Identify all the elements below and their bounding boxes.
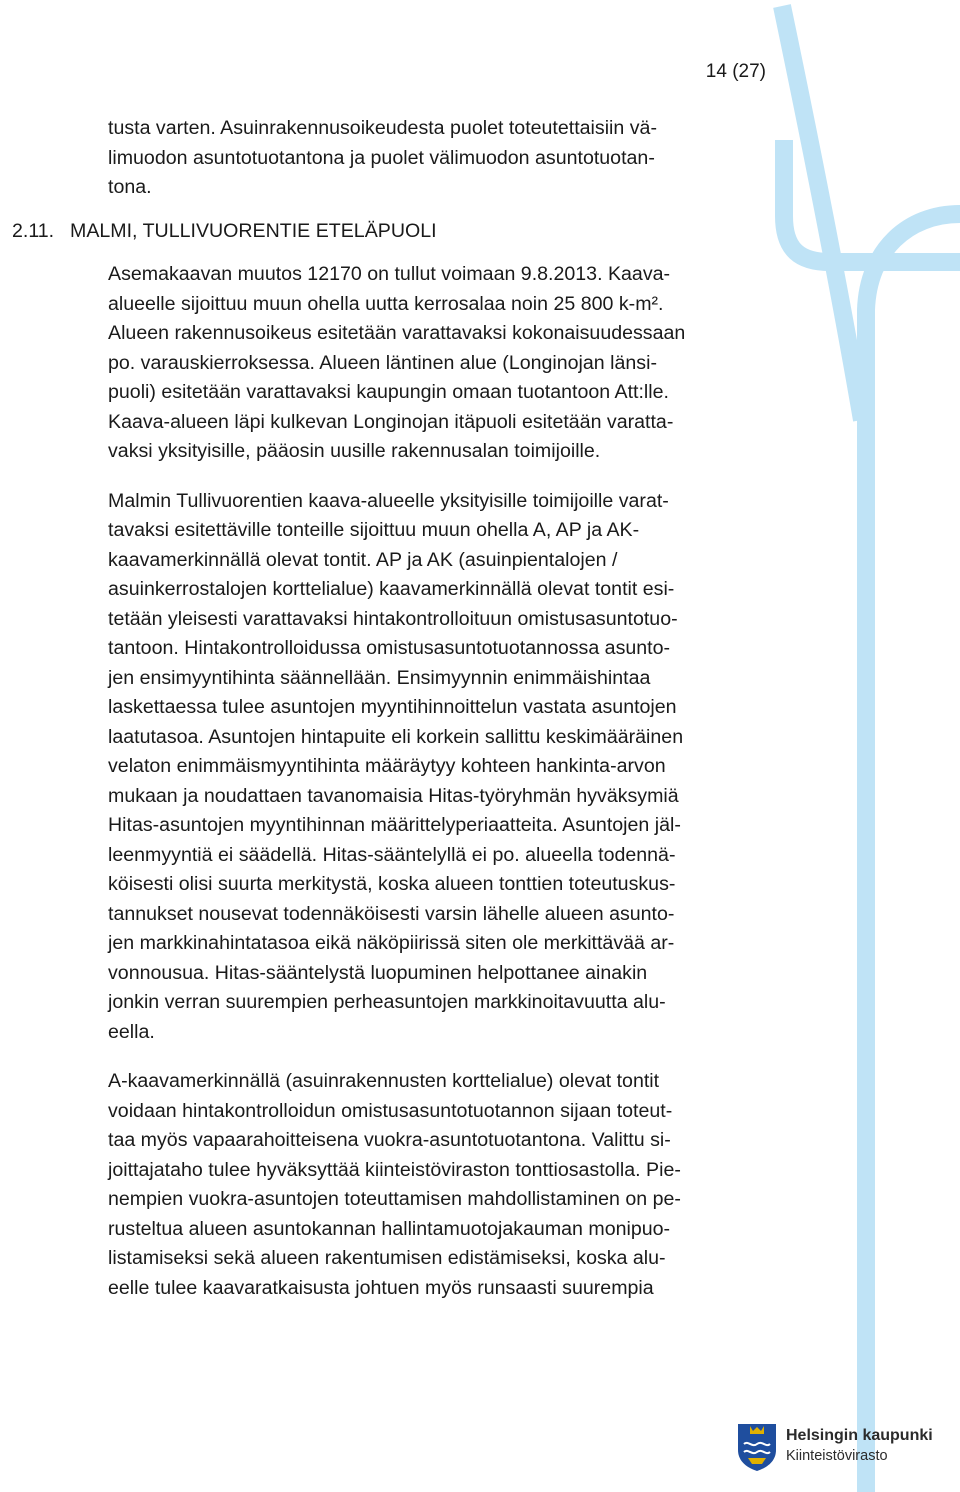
- section-heading: [12, 217, 672, 247]
- text-line: A-kaavamerkinnällä (asuinrakennusten korttelialue) olevat tontit: [108, 1070, 660, 1092]
- text-line: voidaan hintakontrolloidun omistusasuntotuotannon sijaan toteut-: [108, 1099, 673, 1122]
- logo-subtitle: Kiinteistövirasto: [786, 1448, 888, 1464]
- text-line: Hitas-asuntojen myyntihinnan määrittelyperiaatteita. Asuntojen jäl-: [108, 814, 681, 836]
- paragraph-top: [108, 114, 768, 203]
- text-line: vaksi yksityisille, pääosin uusille rakennusalan toimijoille.: [108, 440, 601, 462]
- text-line: tona.: [108, 176, 152, 198]
- decor-line-diagonal: [782, 6, 862, 420]
- text-line: Alueen rakennusoikeus esitetään varattavaksi kokonaisuudessaan: [108, 322, 686, 344]
- text-line: jonkin verran suurempien perheasuntojen markkinoitavuutta alu-: [108, 991, 666, 1013]
- text-line: tantoon. Hintakontrolloidussa omistusasuntotuotannossa asunto-: [108, 637, 671, 659]
- logo-title: Helsingin kaupunki: [786, 1427, 933, 1444]
- text-line: rusteltua alueen asuntokannan hallintamuotojakauman monipuo-: [108, 1217, 671, 1240]
- section-number: 2.11.: [12, 219, 55, 242]
- decor-line-vertical: [784, 140, 960, 262]
- text-line: mukaan ja noudattaen tavanomaisia Hitas-työryhmän hyväksymiä: [108, 784, 679, 807]
- text-line: tannukset nousevat todennäköisesti varsin lähelle alueen asunto-: [108, 902, 675, 925]
- logo-text: [786, 1426, 933, 1466]
- text-line: vonnousua. Hitas-sääntelystä luopuminen helpottanee ainakin: [108, 961, 648, 984]
- text-line: nempien vuokra-asuntojen toteuttamisen mahdollistaminen on pe-: [108, 1188, 681, 1210]
- paragraph-3: [108, 1067, 768, 1303]
- text-line: alueelle sijoittuu muun ohella uutta kerrosalaa noin 25 800 k-m².: [108, 292, 664, 315]
- crest-icon: [736, 1422, 778, 1472]
- text-line: laskettaessa tulee asuntojen myyntihinnoittelun vastata asuntojen: [108, 696, 677, 718]
- text-line: puoli) esitetään varattavaksi kaupungin omaan tuotantoon Att:lle.: [108, 381, 669, 403]
- text-line: joittajataho tulee hyväksyttää kiinteistöviraston tonttiosastolla. Pie-: [108, 1158, 681, 1181]
- text-line: Asemakaavan muutos 12170 on tullut voimaan 9.8.2013. Kaava-: [108, 263, 671, 285]
- text-line: tetään yleisesti varattavaksi hintakontrolloituun omistusasuntotuo-: [108, 607, 678, 630]
- text-line: jen markkinahintatasoa eikä näköpiirissä siten ole merkittävää ar-: [108, 932, 675, 954]
- text-line: laatutasoa. Asuntojen hintapuite eli korkein sallittu keskimääräinen: [108, 725, 684, 748]
- text-line: leenmyyntiä ei säädellä. Hitas-sääntelyllä ei po. alueella todennä-: [108, 843, 676, 866]
- text-line: taa myös vapaarahoitteisena vuokra-asuntotuotantona. Valittu si-: [108, 1129, 671, 1151]
- text-line: jen ensimyyntihinta säännellään. Ensimyynnin enimmäishintaa: [108, 666, 651, 689]
- paragraph-1: [108, 260, 768, 467]
- paragraph-2: [108, 487, 768, 1048]
- text-line: tavaksi esitettäville tonteille sijoittuu muun ohella A, AP ja AK-: [108, 519, 640, 541]
- helsinki-logo: [736, 1420, 946, 1474]
- decor-line-curve: [866, 214, 960, 1492]
- text-line: Kaava-alueen läpi kulkevan Longinojan itäpuoli esitetään varatta-: [108, 410, 674, 433]
- text-line: listamiseksi sekä alueen rakentumisen edistämiseksi, koska alu-: [108, 1247, 666, 1269]
- text-line: Malmin Tullivuorentien kaava-alueelle yksityisille toimijoille varat-: [108, 489, 669, 512]
- text-line: eelle tulee kaavaratkaisusta johtuen myös runsaasti suurempia: [108, 1276, 654, 1299]
- section-title: MALMI, TULLIVUORENTIE ETELÄPUOLI: [70, 219, 437, 242]
- text-line: kaavamerkinnällä olevat tontit. AP ja AK (asuinpientalojen /: [108, 548, 618, 571]
- text-line: velaton enimmäismyyntihinta määräytyy kohteen hankinta-arvon: [108, 755, 666, 777]
- page-number: 14 (27): [705, 61, 766, 82]
- document-body: [12, 114, 768, 1303]
- text-line: po. varauskierroksessa. Alueen läntinen alue (Longinojan länsi-: [108, 351, 657, 374]
- text-line: tusta varten. Asuinrakennusoikeudesta puolet toteutettaisiin vä-: [108, 117, 657, 139]
- text-line: limuodon asuntotuotantona ja puolet välimuodon asuntotuotan-: [108, 146, 655, 169]
- text-line: eella.: [108, 1020, 155, 1043]
- text-line: köisesti olisi suurta merkitystä, koska alueen tonttien toteutuskus-: [108, 873, 676, 895]
- text-line: asuinkerrostalojen korttelialue) kaavamerkinnällä olevat tontit esi-: [108, 578, 675, 600]
